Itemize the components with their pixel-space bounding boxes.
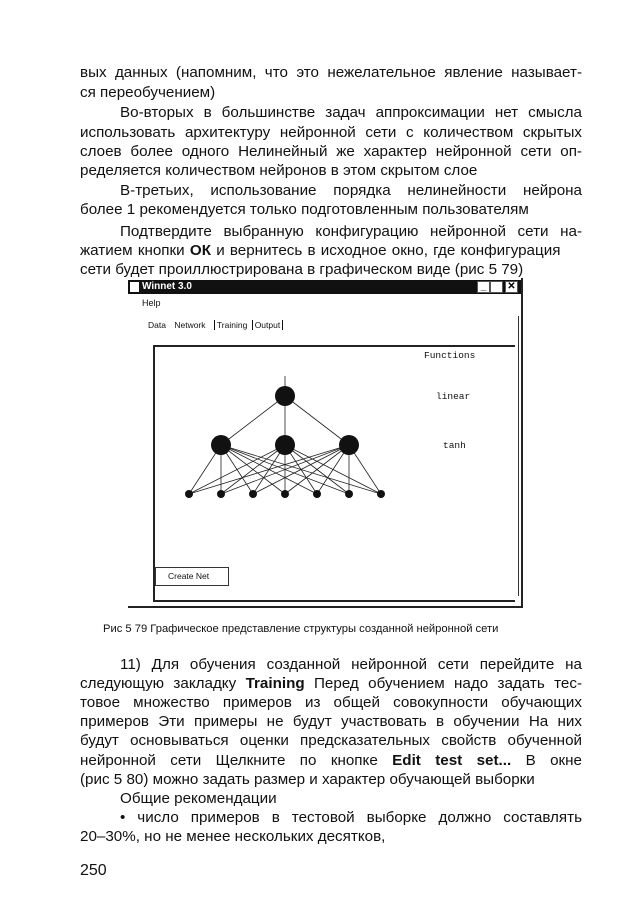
training-term: Training — [245, 675, 305, 692]
output-function-label: linear — [436, 391, 471, 402]
text-line: Общие рекомендации — [120, 790, 277, 807]
connection-line — [221, 396, 285, 445]
text-line: более 1 рекомендуется только подготовленным пользователям — [80, 201, 529, 218]
tab-training[interactable]: Training — [214, 320, 247, 330]
create-net-button[interactable]: Create Net — [155, 567, 229, 586]
connection-line — [285, 445, 381, 494]
text-line: товое множество примеров из общей совокупности обучающих — [80, 694, 582, 711]
text-line: ределяется количеством нейронов в этом скрытом слое — [80, 162, 478, 179]
close-button[interactable]: ✕ — [505, 281, 518, 293]
text-line — [80, 674, 582, 693]
minimize-button[interactable]: _ — [477, 281, 490, 293]
menu-help[interactable]: Help — [142, 298, 161, 308]
input-neuron — [345, 490, 353, 498]
text-line: примеров Эти примеры не будут участвовать в обучении На них — [80, 713, 582, 730]
text-line: Подтвердите выбранную конфигурацию нейронной сети на- — [120, 223, 582, 240]
hidden-function-label: tanh — [443, 440, 466, 451]
window-title: Winnet 3.0 — [142, 281, 192, 292]
text-line: будут основываться оценки предсказательных свойств обученной — [80, 732, 582, 749]
text-line: использовать архитектуру нейронной сети с количеством скрытых — [80, 124, 582, 141]
winnet-window-screenshot — [128, 278, 523, 608]
text-line: 20–30%, но не менее нескольких десятков, — [80, 828, 386, 845]
text: Перед обучением надо задать тес- — [304, 675, 582, 692]
input-neuron — [313, 490, 321, 498]
text-line: 11) Для обучения созданной нейронной сети перейдите на — [120, 656, 582, 673]
edit-test-set-term: Edit test set... — [392, 752, 512, 769]
hidden-neuron — [275, 435, 295, 455]
text-line: вых данных (напомним, что это нежелательное явление называет- — [80, 64, 582, 81]
connection-line — [285, 396, 349, 445]
text-line: слоев более одного Нелинейный же характер нейронной сети оп- — [80, 143, 582, 160]
text-line — [80, 241, 582, 260]
text: нейронной сети Щелкните по кнопке — [80, 752, 393, 769]
output-neuron — [275, 386, 295, 406]
figure-caption: Рис 5 79 Графическое представление структуры созданной нейронной сети — [103, 623, 499, 635]
text: В окне — [511, 752, 582, 769]
text-line — [80, 751, 582, 770]
connection-line — [221, 445, 381, 494]
text-line: (рис 5 80) можно задать размер и характер обучающей выборки — [80, 771, 535, 788]
text: жатием кнопки — [80, 242, 190, 259]
input-neuron — [185, 490, 193, 498]
tab-network[interactable]: Network — [174, 320, 206, 330]
input-neuron — [377, 490, 385, 498]
text-line: В-третьих, использование порядка нелинейности нейрона — [120, 182, 582, 199]
text-line: сети будет проиллюстрирована в графическом виде (рис 5 79) — [80, 261, 524, 278]
text-line: • число примеров в тестовой выборке должно составлять — [120, 809, 582, 826]
text: и вернитесь в исходное окно, где конфигурация — [210, 242, 561, 259]
input-neuron — [217, 490, 225, 498]
text-line: ся переобучением) — [80, 84, 216, 101]
connection-line — [221, 445, 317, 494]
input-neuron — [281, 490, 289, 498]
text-line: Во-вторых в большинстве задач аппроксимации нет смысла — [120, 104, 582, 121]
input-neuron — [249, 490, 257, 498]
page-number: 250 — [80, 862, 107, 879]
text: следующую закладку — [80, 675, 246, 692]
hidden-neuron — [211, 435, 231, 455]
hidden-neuron — [339, 435, 359, 455]
functions-header: Functions — [424, 350, 476, 361]
tab-data[interactable]: Data — [148, 320, 166, 330]
tab-output[interactable]: Output — [252, 320, 281, 330]
ok-term: ОК — [189, 242, 211, 259]
